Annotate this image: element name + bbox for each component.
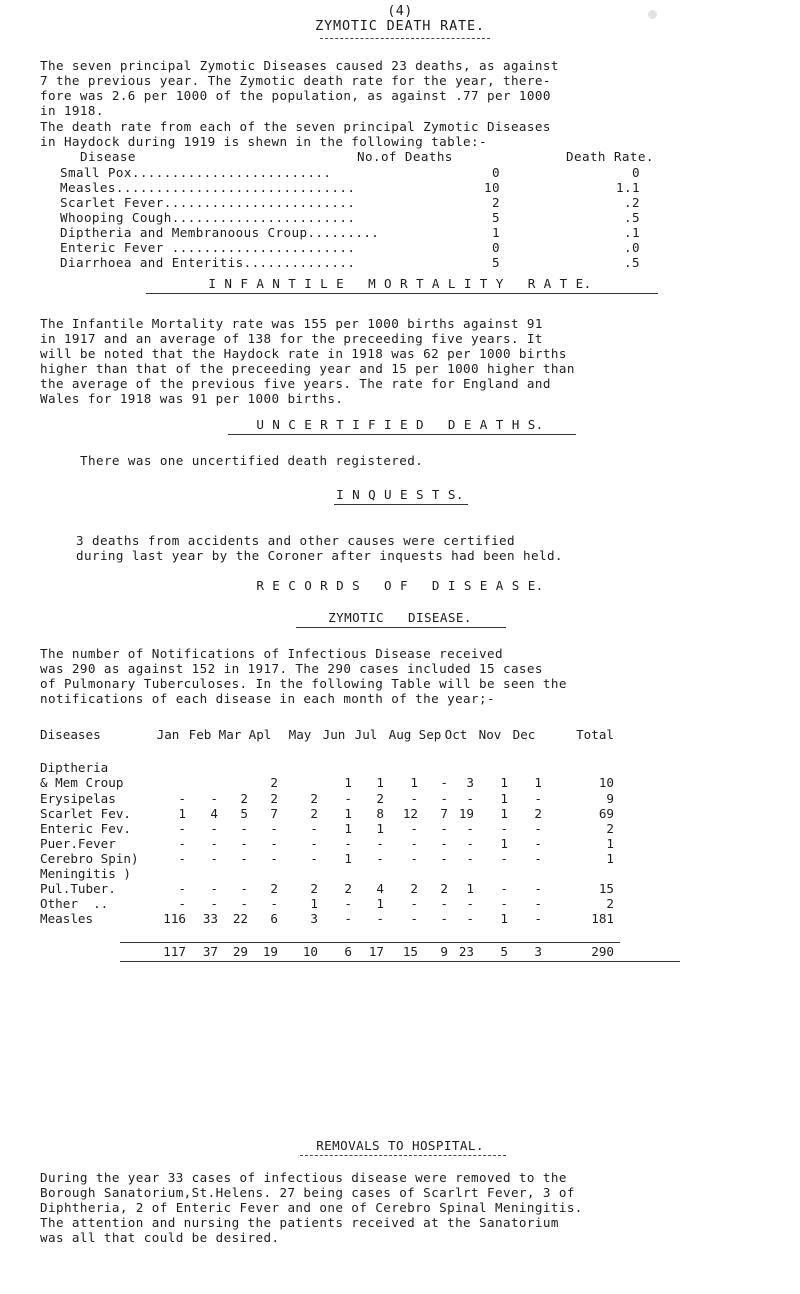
table2-cell: - xyxy=(310,821,318,836)
text-line: the average of the previous five years. The rate for England and xyxy=(40,376,551,391)
table1-row-rate: .2 xyxy=(624,195,640,210)
table2-cell: - xyxy=(344,836,352,851)
text-line: The death rate from each of the seven principal Zymotic Diseases xyxy=(40,119,551,134)
text-line: The attention and nursing the patients received at the Sanatorium xyxy=(40,1215,559,1230)
uncertified-text: There was one uncertified death registered. xyxy=(80,453,424,468)
table2-cell: - xyxy=(410,836,418,851)
table1-row-deaths: 0 xyxy=(492,165,500,180)
table2-cell: - xyxy=(270,896,278,911)
table2-cell: - xyxy=(440,851,448,866)
table2-header-month: Nov xyxy=(478,727,502,742)
text-line: higher than that of the preceeding year and 15 per 1000 higher than xyxy=(40,361,575,376)
heading-underline xyxy=(296,627,506,628)
table2-cell: 5 xyxy=(240,806,248,821)
table2-cell: 1 xyxy=(500,806,508,821)
table1-row-deaths: 5 xyxy=(492,210,500,225)
table2-row-total: 15 xyxy=(598,881,614,896)
table2-cell: - xyxy=(534,791,542,806)
table2-row-total: 1 xyxy=(606,836,614,851)
table2-cell: - xyxy=(178,881,186,896)
table2-cell: - xyxy=(466,896,474,911)
table2-cell: 4 xyxy=(210,806,218,821)
table2-total-rule-top xyxy=(120,942,620,943)
table2-total-cell: 23 xyxy=(458,944,474,959)
table2-header-month: Dec xyxy=(512,727,536,742)
table2-cell: - xyxy=(500,821,508,836)
table1-header-rate: Death Rate. xyxy=(566,149,654,164)
table2-cell: 1 xyxy=(310,896,318,911)
text-line: The number of Notifications of Infectious Disease received xyxy=(40,646,503,661)
table2-cell: 1 xyxy=(344,821,352,836)
table2-cell: 1 xyxy=(178,806,186,821)
table1-row-rate: .5 xyxy=(624,255,640,270)
table2-cell: - xyxy=(344,896,352,911)
records-heading: R E C O R D S O F D I S E A S E. xyxy=(256,578,544,593)
table1-row-label: Measles.............................. xyxy=(60,180,356,195)
table2-row-label: Other .. xyxy=(40,896,109,911)
table2-total-cell: 29 xyxy=(232,944,248,959)
table2-cell: 2 xyxy=(270,791,278,806)
table2-cell: 1 xyxy=(376,896,384,911)
table2-header-month: Oct xyxy=(444,727,468,742)
table2-cell: 2 xyxy=(440,881,448,896)
table2-cell: - xyxy=(376,851,384,866)
table2-cell: 2 xyxy=(270,775,278,790)
table2-row-total: 1 xyxy=(606,851,614,866)
table2-cell: - xyxy=(210,791,218,806)
page-number: (4) xyxy=(387,3,413,19)
table2-cell: - xyxy=(440,896,448,911)
table2-row-label: Erysipelas xyxy=(40,791,116,806)
table2-cell: - xyxy=(240,896,248,911)
table1-row-label: Scarlet Fever........................ xyxy=(60,195,356,210)
table2-cell: - xyxy=(344,791,352,806)
table2-cell: 1 xyxy=(344,851,352,866)
table1-row-label: Small Pox......................... xyxy=(60,165,332,180)
text-line: was 290 as against 152 in 1917. The 290 cases included 15 cases xyxy=(40,661,543,676)
table2-cell: - xyxy=(310,836,318,851)
table2-cell: - xyxy=(440,791,448,806)
table2-cell: 7 xyxy=(440,806,448,821)
table1-row-label: Diptheria and Membranoous Croup......... xyxy=(60,225,380,240)
text-line: Wales for 1918 was 91 per 1000 births. xyxy=(40,391,344,406)
table2-cell: - xyxy=(376,836,384,851)
table2-total-cell: 19 xyxy=(262,944,278,959)
table2-row-total: 69 xyxy=(598,806,614,821)
table2-cell: 2 xyxy=(270,881,278,896)
table2-cell: - xyxy=(410,791,418,806)
table2-cell: - xyxy=(466,851,474,866)
table2-total-cell: 37 xyxy=(202,944,218,959)
table2-cell: 1 xyxy=(500,911,508,926)
table2-cell: - xyxy=(410,896,418,911)
table2-cell: - xyxy=(466,836,474,851)
table2-cell: 2 xyxy=(310,806,318,821)
table1-row-deaths: 10 xyxy=(484,180,500,195)
text-line: 7 the previous year. The Zymotic death rate for the year, there- xyxy=(40,73,551,88)
table2-cell: 1 xyxy=(376,775,384,790)
table1-row-rate: .0 xyxy=(624,240,640,255)
table2-cell: 1 xyxy=(344,775,352,790)
table1-row-label: Enteric Fever ....................... xyxy=(60,240,356,255)
table1-row-rate: .5 xyxy=(624,210,640,225)
table2-cell: 1 xyxy=(500,791,508,806)
table2-cell: - xyxy=(534,836,542,851)
table2-cell: 8 xyxy=(376,806,384,821)
table2-cell: - xyxy=(534,911,542,926)
inquests-heading: I N Q U E S T S. xyxy=(336,487,464,502)
table2-total-cell: 5 xyxy=(500,944,508,959)
table2-row-label: Scarlet Fev. xyxy=(40,806,131,821)
table2-cell: - xyxy=(410,851,418,866)
text-line: fore was 2.6 per 1000 of the population, as against .77 per 1000 xyxy=(40,88,551,103)
table2-cell: 1 xyxy=(344,806,352,821)
infantile-heading: I N F A N T I L E M O R T A L I T Y R A T E. xyxy=(208,276,592,291)
table2-header-month: Jun xyxy=(322,727,346,742)
table1-row-deaths: 2 xyxy=(492,195,500,210)
table2-cell: - xyxy=(440,836,448,851)
table2-total-cell: 17 xyxy=(368,944,384,959)
text-line: During the year 33 cases of infectious disease were removed to the xyxy=(40,1170,567,1185)
table2-cell: - xyxy=(178,836,186,851)
table1-row-deaths: 5 xyxy=(492,255,500,270)
table2-cell: - xyxy=(376,911,384,926)
table2-total-cell: 117 xyxy=(163,944,186,959)
table2-cell: 3 xyxy=(466,775,474,790)
table1-row-deaths: 0 xyxy=(492,240,500,255)
paper-blot xyxy=(648,10,657,19)
table2-cell: - xyxy=(344,911,352,926)
table2-total-cell: 15 xyxy=(402,944,418,959)
text-line: was all that could be desired. xyxy=(40,1230,280,1245)
table2-cell: - xyxy=(534,851,542,866)
text-line: in 1917 and an average of 138 for the preceeding five years. It xyxy=(40,331,543,346)
table1-header-deaths: No.of Deaths xyxy=(357,149,453,164)
text-line: of Pulmonary Tuberculoses. In the following Table will be seen the xyxy=(40,676,567,691)
table2-header-month: Jan xyxy=(156,727,180,742)
table2-cell: - xyxy=(240,881,248,896)
table2-header-month: Apl xyxy=(248,727,272,742)
removals-heading: REMOVALS TO HOSPITAL. xyxy=(316,1138,484,1153)
text-line: will be noted that the Haydock rate in 1918 was 62 per 1000 births xyxy=(40,346,567,361)
table2-cell: - xyxy=(210,881,218,896)
table2-cell: 2 xyxy=(534,806,542,821)
table2-row-label: Puer.Fever xyxy=(40,836,116,851)
table2-row-total: 9 xyxy=(606,791,614,806)
table2-cell: 2 xyxy=(310,791,318,806)
table2-cell: 6 xyxy=(270,911,278,926)
table2-cell: 1 xyxy=(500,836,508,851)
table1-header-disease: Disease xyxy=(80,149,136,164)
table2-cell: 1 xyxy=(376,821,384,836)
text-line: in Haydock during 1919 is shewn in the following table:- xyxy=(40,134,487,149)
zymotic-subheading: ZYMOTIC DISEASE. xyxy=(328,610,472,625)
table2-cell: - xyxy=(500,851,508,866)
table2-cell: - xyxy=(178,791,186,806)
table2-cell: 1 xyxy=(500,775,508,790)
table2-cell: - xyxy=(270,851,278,866)
table2-cell: 116 xyxy=(163,911,186,926)
table2-cell: 7 xyxy=(270,806,278,821)
text-line: Borough Sanatorium,St.Helens. 27 being cases of Scarlrt Fever, 3 of xyxy=(40,1185,575,1200)
table2-header-month: Sep xyxy=(418,727,442,742)
text-line: The Infantile Mortality rate was 155 per 1000 births against 91 xyxy=(40,316,543,331)
table2-cell: - xyxy=(466,911,474,926)
table2-cell: - xyxy=(270,821,278,836)
table2-cell: - xyxy=(534,821,542,836)
table2-row-total: 2 xyxy=(606,821,614,836)
table2-cell: - xyxy=(240,821,248,836)
table1-row-label: Whooping Cough....................... xyxy=(60,210,356,225)
table2-cell: 1 xyxy=(466,881,474,896)
table2-cell: - xyxy=(310,851,318,866)
table2-cell: - xyxy=(466,791,474,806)
table1-row-rate: 0 xyxy=(632,165,640,180)
table2-cell: - xyxy=(210,836,218,851)
table2-cell: 2 xyxy=(376,791,384,806)
table2-cell: 2 xyxy=(240,791,248,806)
table2-row-total: 2 xyxy=(606,896,614,911)
table2-cell: 12 xyxy=(402,806,418,821)
table2-cell: - xyxy=(210,851,218,866)
table2-row-label: Measles xyxy=(40,911,94,926)
table1-row-label: Diarrhoea and Enteritis.............. xyxy=(60,255,356,270)
table2-row-label: & Mem Croup xyxy=(40,775,124,790)
heading-underline xyxy=(228,434,576,435)
table2-cell: - xyxy=(440,911,448,926)
table2-row-label: Enteric Fev. xyxy=(40,821,131,836)
table2-cell: 4 xyxy=(376,881,384,896)
text-line: 3 deaths from accidents and other causes were certified xyxy=(76,533,516,548)
table2-cell: - xyxy=(410,821,418,836)
text-line: Diphtheria, 2 of Enteric Fever and one of Cerebro Spinal Meningitis. xyxy=(40,1200,583,1215)
table2-cell: 2 xyxy=(410,881,418,896)
table2-cell: - xyxy=(500,896,508,911)
table2-cell: 1 xyxy=(410,775,418,790)
table2-header-month: Mar xyxy=(218,727,242,742)
table2-cell: - xyxy=(240,836,248,851)
text-line: in 1918. xyxy=(40,103,104,118)
table2-cell: - xyxy=(440,821,448,836)
table2-total-rule-bottom xyxy=(120,961,680,962)
text-line: during last year by the Coroner after inquests had been held. xyxy=(76,548,563,563)
table2-cell: - xyxy=(178,896,186,911)
table2-cell: - xyxy=(534,881,542,896)
table1-row-rate: 1.1 xyxy=(616,180,640,195)
heading-underline xyxy=(146,293,658,294)
table2-header-month: Jul xyxy=(354,727,378,742)
page-title: ZYMOTIC DEATH RATE. xyxy=(315,18,485,34)
table2-header-month: May xyxy=(288,727,312,742)
table2-cell: - xyxy=(534,896,542,911)
table2-cell: 1 xyxy=(534,775,542,790)
table2-cell: - xyxy=(410,911,418,926)
title-underline xyxy=(320,38,490,39)
table2-cell: - xyxy=(270,836,278,851)
text-line: The seven principal Zymotic Diseases caused 23 deaths, as against xyxy=(40,58,559,73)
table2-row-label: Cerebro Spin) xyxy=(40,851,139,866)
table2-cell: - xyxy=(178,821,186,836)
table2-total-cell: 3 xyxy=(534,944,542,959)
table2-header-month: Aug xyxy=(388,727,412,742)
table2-row-label: Meningitis ) xyxy=(40,866,131,881)
heading-underline xyxy=(334,504,468,505)
table2-cell: - xyxy=(210,896,218,911)
table2-cell: - xyxy=(500,881,508,896)
table2-cell: 33 xyxy=(202,911,218,926)
table2-header-total: Total xyxy=(576,727,614,742)
table2-cell: 2 xyxy=(310,881,318,896)
table2-row-label: Diptheria xyxy=(40,760,109,775)
uncertified-heading: U N C E R T I F I E D D E A T H S. xyxy=(256,417,544,432)
table2-cell: - xyxy=(240,851,248,866)
table1-row-deaths: 1 xyxy=(492,225,500,240)
table2-cell: - xyxy=(440,775,448,790)
table2-row-total: 10 xyxy=(598,775,614,790)
table2-header-diseases: Diseases xyxy=(40,727,101,742)
table2-cell: 19 xyxy=(458,806,474,821)
table2-cell: 2 xyxy=(344,881,352,896)
table2-header-month: Feb xyxy=(188,727,212,742)
table2-row-total: 181 xyxy=(591,911,614,926)
table2-grand-total: 290 xyxy=(591,944,614,959)
table2-total-cell: 6 xyxy=(344,944,352,959)
table2-cell: 22 xyxy=(232,911,248,926)
text-line: notifications of each disease in each month of the year;- xyxy=(40,691,495,706)
table2-cell: - xyxy=(178,851,186,866)
table2-total-cell: 10 xyxy=(302,944,318,959)
table2-cell: 3 xyxy=(310,911,318,926)
table2-total-cell: 9 xyxy=(440,944,448,959)
table2-row-label: Pul.Tuber. xyxy=(40,881,116,896)
table1-row-rate: .1 xyxy=(624,225,640,240)
heading-underline xyxy=(300,1155,506,1156)
table2-cell: - xyxy=(210,821,218,836)
table2-cell: - xyxy=(466,821,474,836)
